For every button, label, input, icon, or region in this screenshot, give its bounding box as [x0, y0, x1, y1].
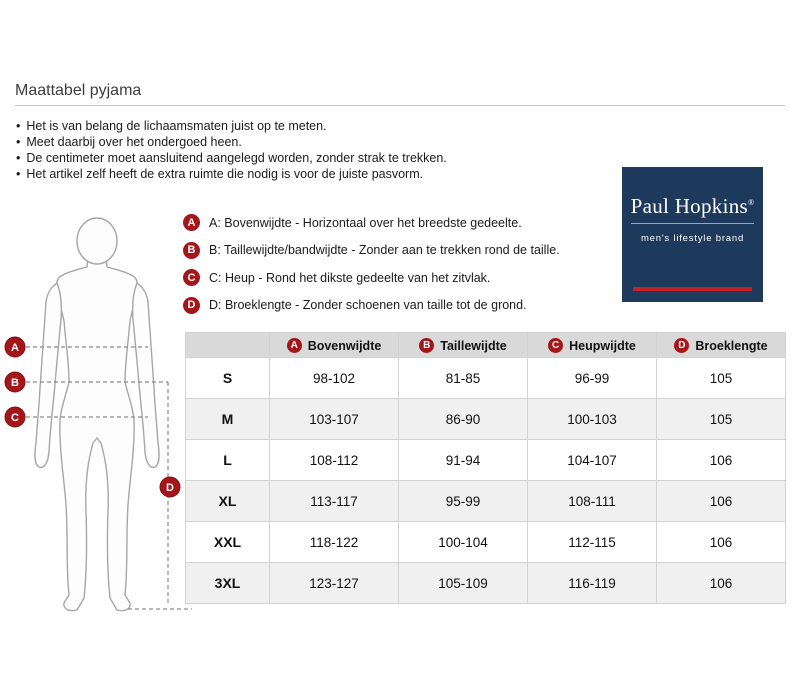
table-row-xxl — [186, 522, 786, 563]
cell-value: 118-122 — [270, 522, 399, 563]
col-badge-c: C — [548, 338, 563, 353]
cell-value: 123-127 — [270, 563, 399, 604]
col-label-heupwijdte: Heupwijdte — [569, 338, 636, 353]
note-item: • De centimeter moet aansluitend aangelegd worden, zonder strak te trekken. — [16, 150, 447, 166]
col-header-size — [186, 333, 270, 358]
cell-value: 108-111 — [528, 481, 657, 522]
cell-value: 100-103 — [528, 399, 657, 440]
title-divider — [15, 105, 785, 106]
col-badge-d: D — [674, 338, 689, 353]
size-label: L — [186, 440, 270, 481]
measure-badge-a: A — [183, 214, 200, 231]
col-label-bovenwijdte: Bovenwijdte — [307, 338, 382, 353]
brand-name — [631, 191, 755, 224]
registered-mark: ® — [747, 198, 755, 207]
measure-badge-c: C — [183, 269, 200, 286]
cell-value: 106 — [657, 440, 786, 481]
marker-c-label: C — [11, 412, 19, 424]
page-title: Maattabel pyjama — [15, 82, 142, 99]
figure-body — [57, 257, 138, 611]
figure-arm-left — [35, 283, 61, 467]
legend-item-b — [183, 237, 560, 265]
body-measurement-diagram — [0, 205, 196, 625]
table-header-row — [186, 333, 786, 358]
cell-value: 116-119 — [528, 563, 657, 604]
col-header-bovenwijdte — [270, 333, 399, 358]
figure-arm-right — [133, 283, 159, 467]
cell-value: 98-102 — [270, 358, 399, 399]
measuring-notes — [16, 118, 447, 182]
cell-value: 103-107 — [270, 399, 399, 440]
col-badge-a: A — [287, 338, 302, 353]
legend-item-d — [183, 292, 560, 320]
cell-value: 106 — [657, 481, 786, 522]
cell-value: 105 — [657, 399, 786, 440]
table-row-l — [186, 440, 786, 481]
col-badge-b: B — [419, 338, 434, 353]
cell-value: 112-115 — [528, 522, 657, 563]
legend-text-b: B: Taillewijdte/bandwijdte - Zonder aan te trekken rond de taille. — [209, 243, 560, 258]
size-table — [185, 332, 786, 604]
marker-d-label: D — [166, 482, 174, 494]
col-header-heupwijdte — [528, 333, 657, 358]
cell-value: 113-117 — [270, 481, 399, 522]
marker-b-label: B — [11, 377, 19, 389]
figure-head — [77, 218, 117, 264]
brand-name-text: Paul Hopkins — [630, 194, 748, 218]
legend-text-a: A: Bovenwijdte - Horizontaal over het breedste gedeelte. — [209, 215, 522, 230]
note-item: • Het is van belang de lichaamsmaten juist op te meten. — [16, 118, 447, 134]
size-label: M — [186, 399, 270, 440]
table-row-m — [186, 399, 786, 440]
size-label: S — [186, 358, 270, 399]
table-row-xl — [186, 481, 786, 522]
measure-badge-d: D — [183, 297, 200, 314]
col-header-broeklengte — [657, 333, 786, 358]
cell-value: 100-104 — [399, 522, 528, 563]
cell-value: 86-90 — [399, 399, 528, 440]
cell-value: 96-99 — [528, 358, 657, 399]
note-item: • Het artikel zelf heeft de extra ruimte die nodig is voor de juiste pasvorm. — [16, 166, 447, 182]
measure-badge-b: B — [183, 242, 200, 259]
cell-value: 104-107 — [528, 440, 657, 481]
table-row-3xl — [186, 563, 786, 604]
legend-text-c: C: Heup - Rond het dikste gedeelte van het zitvlak. — [209, 270, 491, 285]
note-item: • Meet daarbij over het ondergoed heen. — [16, 134, 447, 150]
brand-logo — [622, 167, 763, 302]
legend-item-a — [183, 209, 560, 237]
cell-value: 108-112 — [270, 440, 399, 481]
cell-value: 81-85 — [399, 358, 528, 399]
col-label-taillewijdte: Taillewijdte — [440, 338, 507, 353]
legend-item-c — [183, 264, 560, 292]
table-row-s — [186, 358, 786, 399]
col-label-broeklengte: Broeklengte — [695, 338, 768, 353]
size-label: XXL — [186, 522, 270, 563]
cell-value: 91-94 — [399, 440, 528, 481]
col-header-taillewijdte — [399, 333, 528, 358]
cell-value: 95-99 — [399, 481, 528, 522]
legend-text-d: D: Broeklengte - Zonder schoenen van taille tot de grond. — [209, 298, 527, 313]
cell-value: 105 — [657, 358, 786, 399]
logo-red-bar — [633, 287, 752, 291]
cell-value: 106 — [657, 563, 786, 604]
brand-tagline: men's lifestyle brand — [640, 233, 745, 244]
size-label: XL — [186, 481, 270, 522]
marker-a-label: A — [11, 342, 19, 354]
measurement-legend — [183, 209, 560, 319]
cell-value: 105-109 — [399, 563, 528, 604]
cell-value: 106 — [657, 522, 786, 563]
size-label: 3XL — [186, 563, 270, 604]
